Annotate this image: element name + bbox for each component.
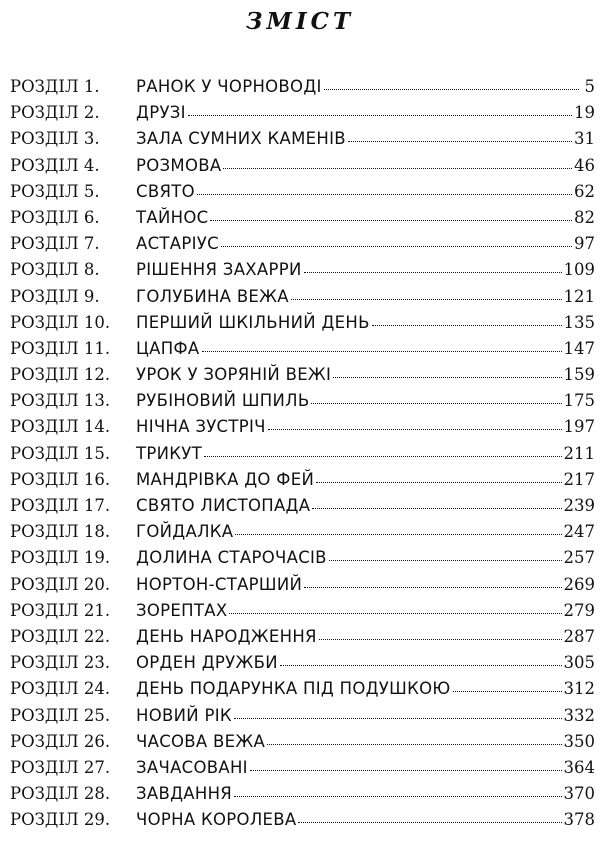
page-number: 82 — [574, 207, 595, 227]
chapter-number: РОЗДІЛ 8. — [10, 260, 100, 280]
toc-row — [10, 284, 595, 310]
dot-leader — [348, 140, 572, 142]
chapter-number: РОЗДІЛ 19. — [10, 548, 111, 568]
toc-row — [10, 755, 595, 781]
chapter-number: РОЗДІЛ 17. — [10, 496, 111, 515]
chapter-number: РОЗДІЛ 13. — [10, 391, 111, 411]
chapter-number: РОЗДІЛ 1. — [10, 77, 100, 96]
chapter-number: РОЗДІЛ 23. — [10, 653, 111, 673]
chapter-title: ЗАЛА СУМНИХ КАМЕНІВ — [136, 129, 346, 149]
chapter-title: РІШЕННЯ ЗАХАРРИ — [136, 260, 302, 280]
toc-row — [10, 519, 595, 545]
dot-leader — [204, 455, 561, 457]
toc-row — [10, 493, 595, 519]
toc-row — [10, 126, 595, 152]
page-number: 217 — [563, 469, 595, 489]
chapter-title: ДРУЗІ — [136, 103, 186, 123]
dot-leader — [229, 612, 561, 614]
chapter-title: ТРИКУТ — [136, 443, 203, 463]
chapter-number: РОЗДІЛ 28. — [10, 784, 111, 804]
chapter-number: РОЗДІЛ 20. — [10, 574, 111, 594]
dot-leader — [234, 795, 561, 797]
toc-row — [10, 650, 595, 676]
toc-row — [10, 74, 595, 100]
chapter-title: ЧОРНА КОРОЛЕВА — [136, 810, 297, 830]
chapter-title: РАНОК У ЧОРНОВОДІ — [136, 77, 322, 96]
toc-row — [10, 362, 595, 388]
chapter-number: РОЗДІЛ 11. — [10, 338, 111, 358]
toc-row — [10, 624, 595, 650]
chapter-title: ОРДЕН ДРУЖБИ — [136, 653, 278, 673]
page-number: 135 — [563, 312, 595, 332]
page-number: 305 — [563, 653, 595, 673]
dot-leader — [304, 586, 561, 588]
toc-row — [10, 807, 595, 833]
page-number: 159 — [563, 365, 595, 385]
toc-row — [10, 781, 595, 807]
dot-leader — [280, 664, 562, 666]
toc-row — [10, 467, 595, 493]
chapter-number: РОЗДІЛ 27. — [10, 757, 111, 777]
page-number: 239 — [563, 496, 595, 515]
dot-leader — [304, 271, 562, 273]
dot-leader — [372, 324, 562, 326]
page-number: 5 — [584, 77, 595, 96]
page-number: 147 — [563, 338, 595, 358]
chapter-title: НОВИЙ РІК — [136, 705, 232, 725]
toc-row — [10, 572, 595, 598]
dot-leader — [319, 638, 562, 640]
chapter-number: РОЗДІЛ 4. — [10, 155, 100, 175]
dot-leader — [267, 743, 561, 745]
dot-leader — [298, 821, 561, 823]
chapter-number: РОЗДІЛ 24. — [10, 679, 111, 699]
chapter-title: ГОЙДАЛКА — [136, 522, 234, 542]
chapter-title: ДОЛИНА СТАРОЧАСІВ — [136, 548, 327, 568]
page-number: 19 — [574, 103, 595, 123]
toc-row — [10, 205, 595, 231]
chapter-title: ДЕНЬ ПОДАРУНКА ПІД ПОДУШКОЮ — [136, 679, 451, 699]
toc-row — [10, 545, 595, 571]
page-number: 279 — [563, 600, 595, 620]
chapter-number: РОЗДІЛ 9. — [10, 286, 100, 306]
dot-leader — [235, 533, 561, 535]
dot-leader — [333, 376, 561, 378]
chapter-number: РОЗДІЛ 25. — [10, 705, 111, 725]
chapter-number: РОЗДІЛ 6. — [10, 207, 100, 227]
chapter-number: РОЗДІЛ 10. — [10, 312, 111, 332]
chapter-number: РОЗДІЛ 16. — [10, 469, 111, 489]
toc-row — [10, 729, 595, 755]
page-number: 247 — [563, 522, 595, 542]
dot-leader — [453, 690, 562, 692]
table-of-contents — [10, 74, 595, 833]
toc-row — [10, 257, 595, 283]
page-number: 287 — [563, 626, 595, 646]
page-number: 109 — [563, 260, 595, 280]
toc-row — [10, 100, 595, 126]
chapter-number: РОЗДІЛ 3. — [10, 129, 100, 149]
page-number: 370 — [563, 784, 595, 804]
chapter-title: ДЕНЬ НАРОДЖЕННЯ — [136, 626, 317, 646]
chapter-number: РОЗДІЛ 14. — [10, 417, 111, 437]
chapter-title: НІЧНА ЗУСТРІЧ — [136, 417, 266, 437]
page-number: 121 — [563, 286, 595, 306]
chapter-number: РОЗДІЛ 15. — [10, 443, 111, 463]
chapter-title: СВЯТО ЛИСТОПАДА — [136, 496, 311, 515]
chapter-title: ЗАЧАСОВАНІ — [136, 757, 248, 777]
toc-row — [10, 703, 595, 729]
page-number: 175 — [563, 391, 595, 411]
dot-leader — [223, 167, 572, 169]
page-number: 378 — [563, 810, 595, 830]
dot-leader — [234, 717, 562, 719]
toc-row — [10, 231, 595, 257]
toc-row — [10, 153, 595, 179]
page-number: 269 — [563, 574, 595, 594]
dot-leader — [188, 114, 572, 116]
chapter-title: УРОК У ЗОРЯНІЙ ВЕЖІ — [136, 365, 332, 385]
page-number: 364 — [563, 757, 595, 777]
dot-leader — [312, 507, 561, 509]
page-number: 97 — [574, 234, 595, 254]
chapter-title: РУБІНОВИЙ ШПИЛЬ — [136, 391, 310, 411]
chapter-title: ПЕРШИЙ ШКІЛЬНИЙ ДЕНЬ — [136, 312, 370, 332]
chapter-number: РОЗДІЛ 26. — [10, 731, 111, 751]
dot-leader — [221, 245, 572, 247]
toc-row — [10, 598, 595, 624]
chapter-number: РОЗДІЛ 29. — [10, 810, 111, 830]
chapter-number: РОЗДІЛ 12. — [10, 365, 111, 385]
chapter-number: РОЗДІЛ 7. — [10, 234, 100, 254]
chapter-title: АСТАРІУС — [136, 234, 219, 254]
dot-leader — [324, 88, 579, 90]
chapter-title: ТАЙНОС — [136, 207, 209, 227]
chapter-number: РОЗДІЛ 18. — [10, 522, 111, 542]
page-number: 46 — [574, 155, 595, 175]
chapter-number: РОЗДІЛ 21. — [10, 600, 111, 620]
toc-row — [10, 179, 595, 205]
page-number: 257 — [563, 548, 595, 568]
dot-leader — [250, 769, 562, 771]
chapter-title: ЗАВДАННЯ — [136, 784, 233, 804]
toc-row — [10, 336, 595, 362]
page-number: 211 — [563, 443, 595, 463]
dot-leader — [311, 402, 561, 404]
chapter-number: РОЗДІЛ 5. — [10, 181, 100, 201]
dot-leader — [197, 193, 572, 195]
page-number: 31 — [574, 129, 595, 149]
toc-row — [10, 388, 595, 414]
chapter-number: РОЗДІЛ 2. — [10, 103, 100, 123]
chapter-title: ЧАСОВА ВЕЖА — [136, 731, 266, 751]
dot-leader — [268, 428, 562, 430]
chapter-title: НОРТОН-СТАРШИЙ — [136, 574, 303, 594]
toc-row — [10, 676, 595, 702]
chapter-number: РОЗДІЛ 22. — [10, 626, 111, 646]
chapter-title: МАНДРІВКА ДО ФЕЙ — [136, 469, 315, 489]
page-number: 312 — [563, 679, 595, 699]
dot-leader — [316, 481, 561, 483]
toc-row — [10, 310, 595, 336]
chapter-title: ЗОРЕПТАХ — [136, 600, 228, 620]
toc-row — [10, 414, 595, 440]
dot-leader — [210, 219, 572, 221]
chapter-title: ГОЛУБИНА ВЕЖА — [136, 286, 289, 306]
dot-leader — [291, 298, 562, 300]
page-number: 350 — [563, 731, 595, 751]
dot-leader — [202, 350, 562, 352]
page-number: 197 — [563, 417, 595, 437]
dot-leader — [329, 559, 562, 561]
page-title: ЗМІСТ — [245, 8, 355, 35]
toc-row — [10, 441, 595, 467]
page-number: 332 — [563, 705, 595, 725]
chapter-title: СВЯТО — [136, 181, 195, 201]
chapter-title: РОЗМОВА — [136, 155, 222, 175]
page-number: 62 — [574, 181, 595, 201]
chapter-title: ЦАПФА — [136, 338, 200, 358]
